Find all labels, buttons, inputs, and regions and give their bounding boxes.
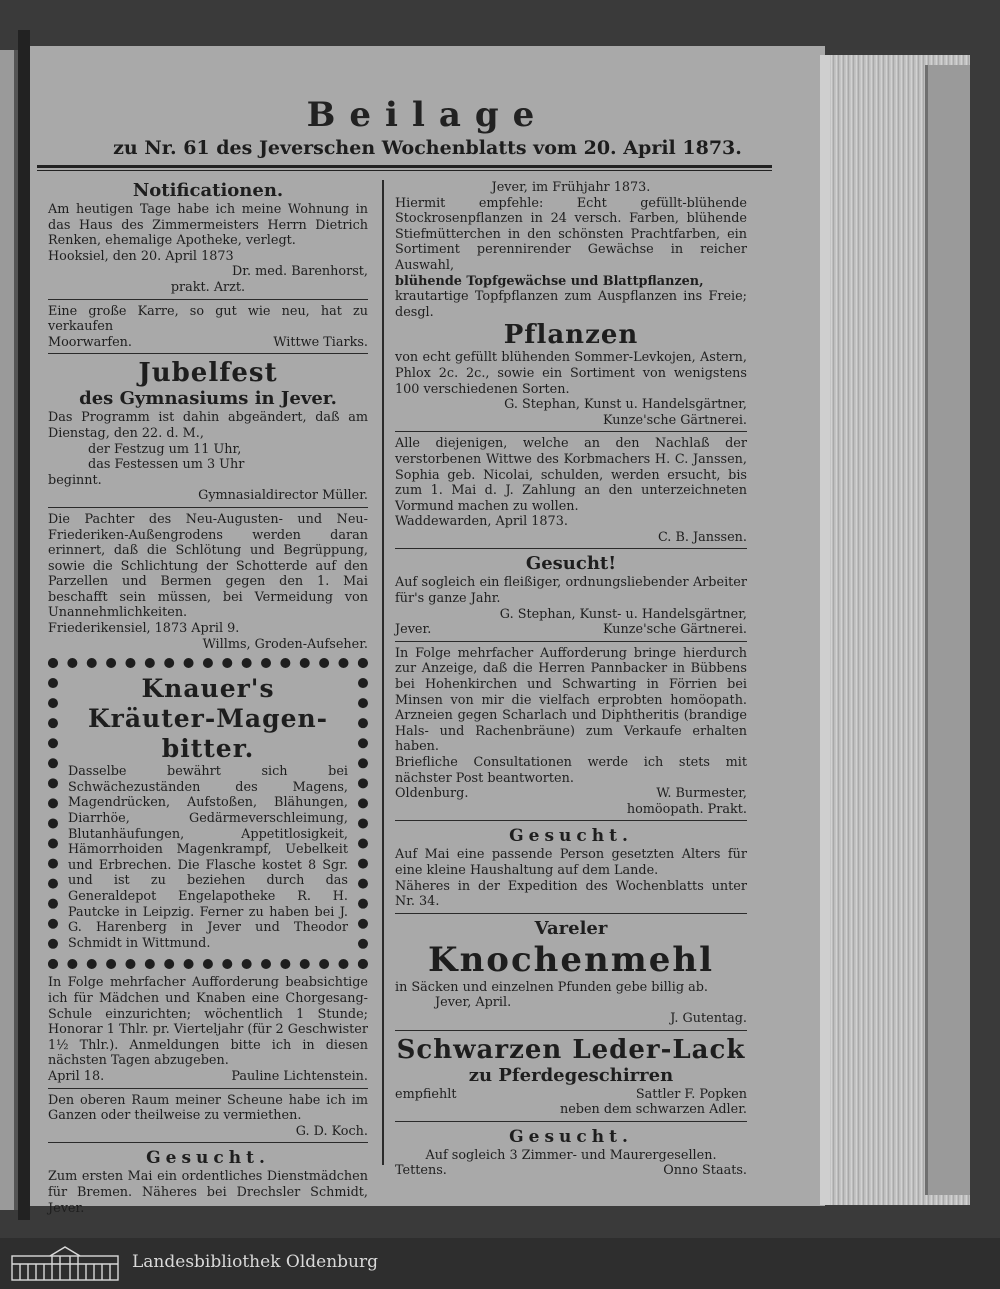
pflanzen-sign1: G. Stephan, Kunst u. Handelsgärtner, (504, 397, 747, 413)
book-fore-edge (820, 55, 970, 1205)
masthead-subtitle: zu Nr. 61 des Jeverschen Wochenblatts vom 20. April 1873. (113, 137, 742, 159)
nachlass-text: Alle diejenigen, welche an den Nachlaß der verstorbenen Wittwe des Korbmachers H. C. Janssen, Sophia geb. Nicolai, schulden, werden ersucht, bis zum 1. Mai d. J. Zahlung an den unterzeichneten Vormund machen zu wollen. (395, 436, 747, 514)
gesucht-title: Gesucht. (146, 1148, 270, 1169)
masthead-rule (37, 165, 772, 168)
separator (395, 431, 747, 432)
pacht-text: Die Pachter des Neu-Augusten- und Neu-Friederiken-Außengrodens werden daran erinnert, daß die Schlötung und Begrüppung, sowie die Schlichtung der Schotterde auf den Parzellen und Bermen gegen den 1. Mai beschafft sein müssen, bei Vermeidung von Unannehmlichkeiten. (48, 511, 368, 621)
pacht-sign: Willms, Groden-Aufseher. (202, 636, 368, 652)
karre-place: Moorwarfen. (48, 334, 132, 350)
homoeo-sign2: homöopath. Prakt. (626, 801, 747, 817)
karre-sign-row (48, 335, 368, 351)
knochen-sign: J. Gutentag. (670, 1010, 747, 1026)
library-building-logo (10, 1244, 120, 1282)
left-column (48, 180, 368, 1216)
knauer-text: Dasselbe bewährt sich bei Schwächezuständen des Magens, Magendrücken, Aufstoßen, Blähungen, Diarrhöe, Gedärmeverschleimung, Blutanhäufungen, Appetitlosigkeit, Hämorrhoiden Magenkrampf, Uebelkeit und Erbrechen. Die Flasche kostet 8 Sgr. und ist zu beziehen durch das Generaldepot Engelapotheke R. H. Pautcke in Leipzig. Ferner zu haben bei J. G. Harenberg in Jever und Theodor Schmidt in Wittmund. (68, 764, 348, 951)
scheune-text: Den oberen Raum meiner Scheune habe ich im Ganzen oder theilweise zu vermiethen. (48, 1092, 368, 1124)
jubel-line3: beginnt. (48, 472, 102, 488)
leder-title: Schwarzen Leder-Lack (396, 1034, 746, 1065)
vareler-title: Vareler (534, 917, 608, 939)
separator (395, 548, 747, 549)
leder-sign2: neben dem schwarzen Adler. (559, 1102, 747, 1118)
jubel-line2: das Festessen um 3 Uhr (88, 457, 245, 473)
karre-sign: Wittwe Tiarks. (273, 334, 368, 350)
homoeo-sign-row (395, 786, 747, 802)
fore-edge-inner (820, 55, 830, 1205)
notif-title: Notificationen. (132, 180, 284, 201)
knauer-title3: bitter. (161, 734, 255, 764)
gesucht3-sign: Onno Staats. (663, 1163, 747, 1179)
knochenmehl-title: Knochenmehl (428, 939, 714, 980)
notif-place: Hooksiel, den 20. April 1873 (48, 248, 234, 264)
knauer-title1: Knauer's (141, 674, 275, 704)
jubel-sign: Gymnasialdirector Müller. (198, 488, 368, 504)
knochen-text: in Säcken und einzelnen Pfunden gebe billig ab. (395, 979, 708, 995)
notif-text: Am heutigen Tage habe ich meine Wohnung in das Haus des Zimmermeisters Herrn Dietrich Renken, ehemalige Apotheke, verlegt. (48, 202, 368, 249)
gesucht1-sign1: G. Stephan, Kunst- u. Handelsgärtner, (499, 606, 747, 622)
chor-sign-row (48, 1069, 368, 1085)
masthead-title: Beilage (306, 95, 549, 135)
knochen-place: Jever, April. (435, 995, 512, 1011)
gesucht3-title: Gesucht. (509, 1126, 633, 1147)
gesucht1-text: Auf sogleich ein fleißiger, ordnungsliebender Arbeiter für's ganze Jahr. (395, 575, 747, 607)
gesucht3-text: Auf sogleich 3 Zimmer- und Maurergesellen. (425, 1147, 717, 1163)
separator (48, 299, 368, 300)
gesucht-text: Zum ersten Mai ein ordentliches Dienstmädchen für Bremen. Näheres bei Drechsler Schmidt, Jever. (48, 1169, 368, 1216)
separator (48, 353, 368, 354)
gesucht2-title: Gesucht. (509, 826, 633, 847)
homoeo-place: Oldenburg. (395, 786, 469, 802)
scheune-sign: G. D. Koch. (295, 1123, 368, 1139)
column-divider (382, 180, 384, 1165)
pacht-place: Friederikensiel, 1873 April 9. (48, 621, 240, 637)
book-cover-edge (925, 65, 970, 1195)
footer-bar (0, 1238, 1000, 1289)
gesucht1-title: Gesucht! (525, 553, 617, 575)
jever-head: Jever, im Frühjahr 1873. (491, 180, 651, 195)
nachlass-place: Waddewarden, April 1873. (395, 514, 568, 530)
separator (48, 507, 368, 508)
notif-sign1: Dr. med. Barenhorst, (232, 264, 368, 280)
separator (48, 1088, 368, 1089)
gesucht1-place: Jever. (395, 622, 432, 638)
chor-sign: Pauline Lichtenstein. (231, 1068, 368, 1084)
pflanzen-sign2: Kunze'sche Gärtnerei. (603, 412, 747, 428)
leder-sign-row (395, 1087, 747, 1103)
chor-date: April 18. (48, 1068, 105, 1084)
leder-sign1: Sattler F. Popken (635, 1086, 747, 1102)
karre-text: Eine große Karre, so gut wie neu, hat zu verkaufen (48, 303, 368, 335)
pflanzen-text: von echt gefüllt blühenden Sommer-Levkojen, Astern, Phlox 2c. 2c., sowie ein Sortiment von wenigstens 100 verschiedenen Sorten. (395, 350, 747, 397)
separator (395, 1121, 747, 1122)
gesucht2-text: Auf Mai eine passende Person gesetzten Alters für eine kleine Haushaltung auf dem Lande. (395, 847, 747, 878)
pflanzen-title: Pflanzen (503, 320, 639, 351)
gesucht3-sign-row (395, 1163, 747, 1179)
gesucht1-sign-row (395, 622, 747, 638)
gesucht2-text2: Näheres in der Expedition des Wochenblatts unter Nr. 34. (395, 878, 747, 910)
gesucht1-sign2: Kunze'sche Gärtnerei. (603, 622, 747, 638)
chor-text: In Folge mehrfacher Aufforderung beabsichtige ich für Mädchen und Knaben eine Chorgesang-Schule einzurichten; wöchentlich 1 Stunde; Honorar 1 Thlr. pr. Vierteljahr (für 2 Geschwister 1½ Thlr.). Anmeldungen bitte ich in diesen nächsten Tagen abzugeben. (48, 975, 368, 1069)
jubel-text: Das Programm ist dahin abgeändert, daß am Dienstag, den 22. d. M., (48, 410, 368, 441)
jever-text2: krautartige Topfpflanzen zum Auspflanzen ins Freie; desgl. (395, 289, 747, 320)
nachlass-sign: C. B. Janssen. (657, 529, 747, 545)
gesucht3-place: Tettens. (395, 1163, 447, 1179)
jubel-title: Jubelfest (138, 358, 278, 389)
knauer-ad-box (48, 658, 368, 969)
separator (395, 1030, 747, 1031)
masthead-rule-thin (37, 170, 772, 171)
separator (395, 913, 747, 914)
leder-empfiehlt: empfiehlt (395, 1086, 457, 1102)
homoeo-text: In Folge mehrfacher Aufforderung bringe hierdurch zur Anzeige, daß die Herren Pannbacker in Bübbens bei Hohenkirchen und Schwarting in Förrien bei Minsen von mir die vielfach erprobten homöopath. Arzneien gegen Scharlach und Diphtheritis (brandige Hals- und Rachenbräune) zum Verkaufe erhalten haben. (395, 645, 747, 755)
homoeo-text2: Briefliche Consultationen werde ich stets mit nächster Post beantworten. (395, 755, 747, 786)
jever-bold: blühende Topfgewächse und Blattpflanzen, (395, 273, 704, 289)
notif-sign2: prakt. Arzt. (170, 279, 246, 295)
book-gutter (18, 30, 30, 1220)
homoeo-sign1: W. Burmester, (656, 786, 747, 802)
jubel-line1: der Festzug um 11 Uhr, (88, 441, 242, 457)
knauer-title2: Kräuter-Magen- (87, 704, 329, 734)
leder-subtitle: zu Pferdegeschirren (468, 1064, 674, 1086)
library-name: Landesbibliothek Oldenburg (132, 1252, 379, 1272)
separator (395, 641, 747, 642)
left-page-edge (0, 50, 18, 1210)
separator (48, 1142, 368, 1143)
jever-text: Hiermit empfehle: Echt gefüllt-blühende Stockrosenpflanzen in 24 versch. Farben, blühende Stiefmütterchen in den schönsten Prachtfarben, ein Sortiment perennirender Gewächse in reicher Auswahl, (395, 195, 747, 273)
jubel-subtitle: des Gymnasiums in Jever. (79, 388, 337, 410)
separator (395, 820, 747, 821)
masthead (30, 95, 825, 159)
right-column (395, 180, 747, 1179)
